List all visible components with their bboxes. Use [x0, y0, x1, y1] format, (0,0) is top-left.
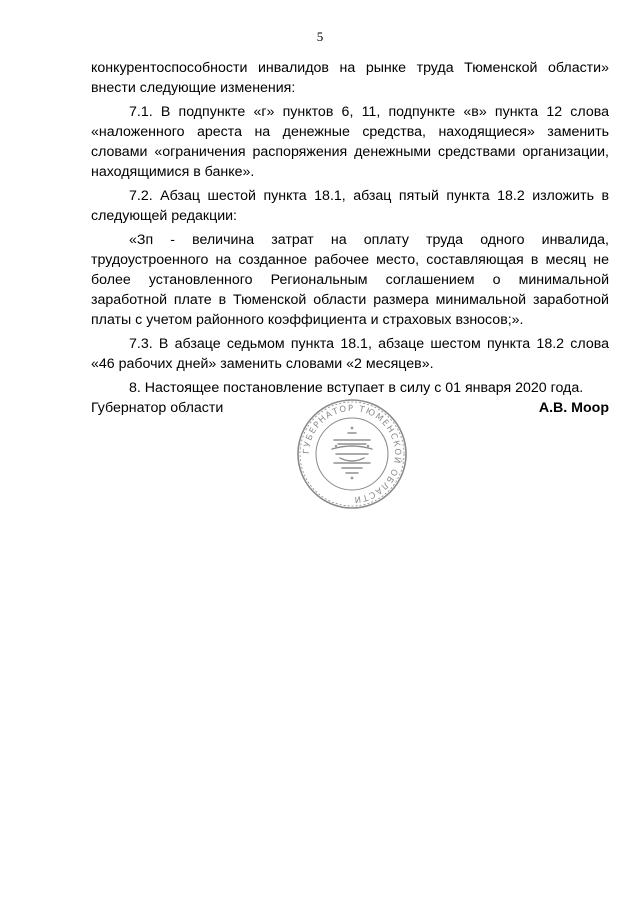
document-body	[91, 58, 609, 398]
svg-text:ГУБЕРНАТОР ТЮМЕНСКОЙ ОБЛАСТИ: ГУБЕРНАТОР ТЮМЕНСКОЙ ОБЛАСТИ	[301, 403, 403, 505]
page-number: 5	[316, 29, 324, 44]
official-seal-stamp	[296, 398, 408, 510]
signatory-name: А.В. Моор	[538, 400, 609, 416]
paragraph-7-2: 7.2. Абзац шестой пункта 18.1, абзац пятый пункта 18.2 изложить в следующей редакции:	[91, 188, 609, 224]
paragraph-7-1: 7.1. В подпункте «г» пунктов 6, 11, подпункте «в» пункта 12 слова «наложенного ареста на денежные средства, находящиеся» заменить словами «ограничения распоряжения денежными средствами организации, находящимися в банке».	[91, 104, 609, 180]
paragraph-7-3: 7.3. В абзаце седьмом пункта 18.1, абзаце шестом пункта 18.2 слова «46 рабочих дней» заменить словами «2 месяцев».	[91, 336, 609, 372]
paragraph-formula-definition: «Зп - величина затрат на оплату труда одного инвалида, трудоустроенного на созданное рабочее место, составляющая в месяц не более установленного Региональным соглашением о минимальной заработной плате в Тюменской области размера минимальной заработной платы с учетом районного коэффициента и страховых взносов;».	[91, 232, 609, 328]
signatory-title: Губернатор области	[91, 400, 224, 416]
paragraph-intro: конкурентоспособности инвалидов на рынке труда Тюменской области» внести следующие изменения:	[91, 60, 609, 96]
seal-icon	[296, 398, 408, 510]
paragraph-8: 8. Настоящее постановление вступает в силу с 01 января 2020 года.	[129, 380, 584, 396]
